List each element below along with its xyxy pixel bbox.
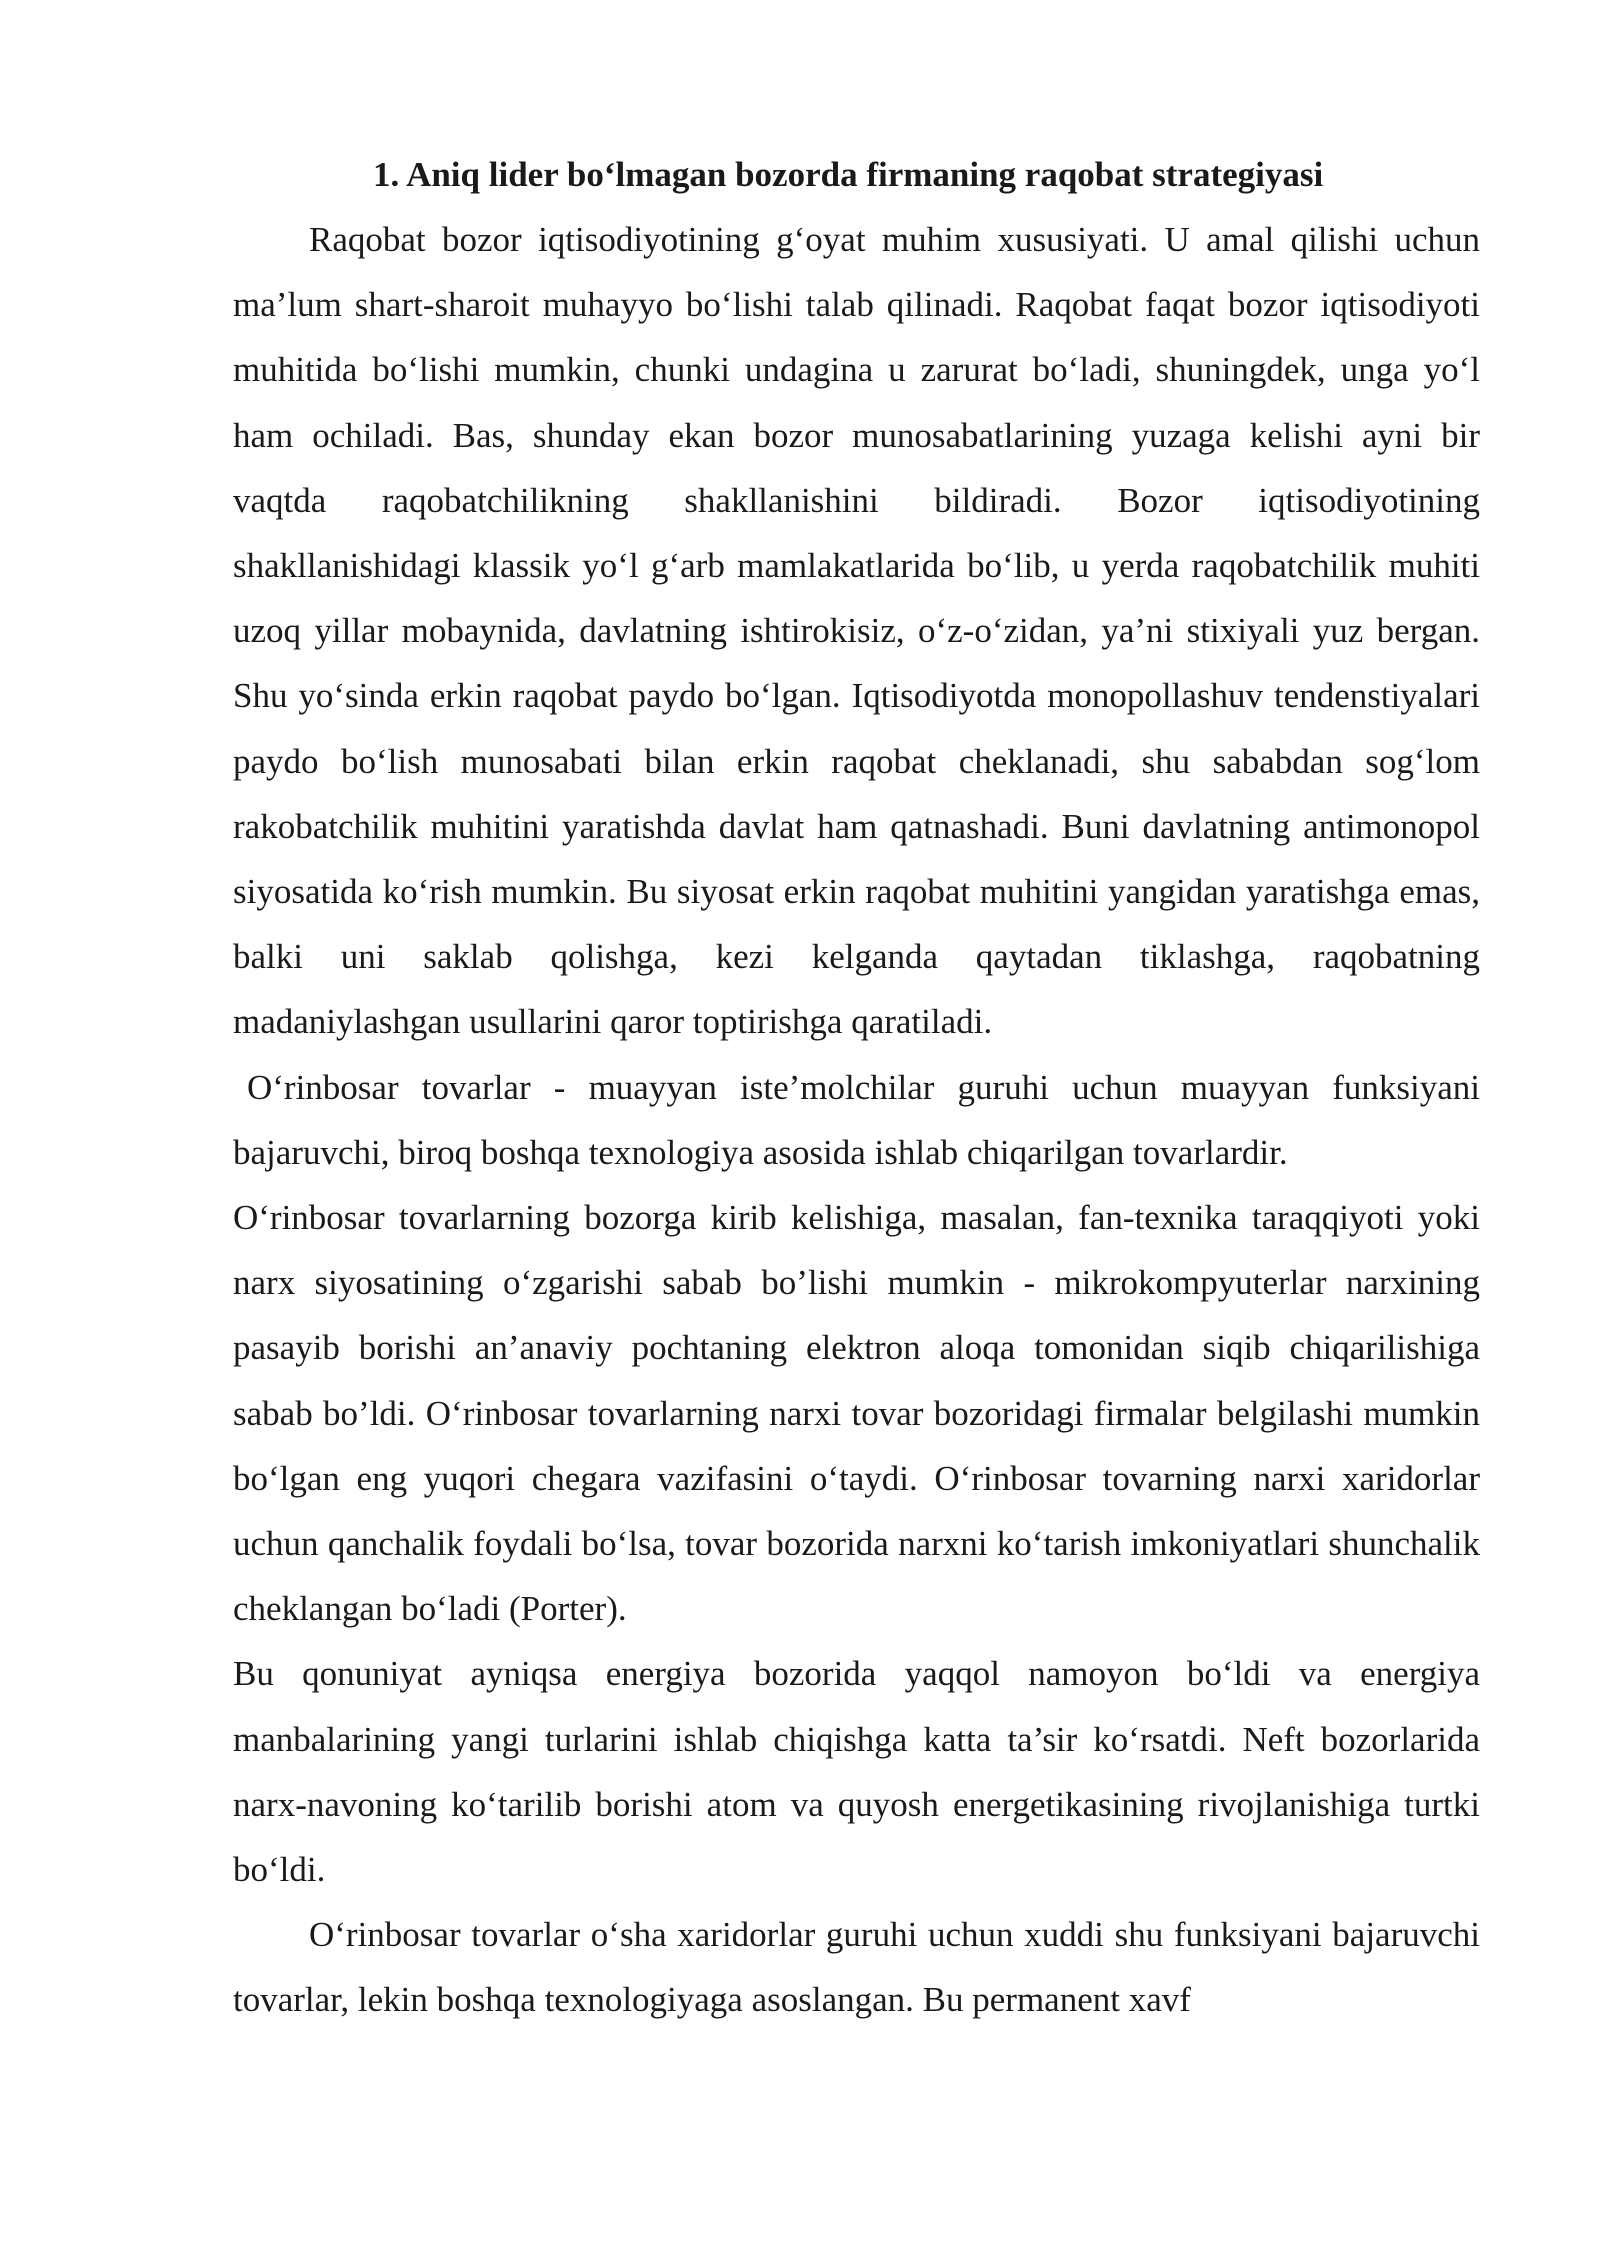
paragraph-substitute-definition: Oʻrinbosar tovarlar - muayyan iste’molchilar guruhi uchun muayyan funksiyani bajaruvchi, biroq boshqa texnologiya asosida ishlab chiqarilgan tovarlardir.	[233, 1067, 1480, 1172]
paragraph-substitute-entry: Oʻrinbosar tovarlarning bozorga kirib kelishiga, masalan, fan-texnika taraqqiyoti yoki narx siyosatining oʻzgarishi sabab bo’lishi mumkin - mikrokompyuterlar narxining pasayib borishi an’anaviy pochtaning elektron aloqa tomonidan siqib chiqarilishiga sabab bo’ldi. Oʻrinbosar tovarlarning narxi tovar bozoridagi firmalar belgilashi mumkin boʻlgan eng yuqori chegara vazifasini oʻtaydi. Oʻrinbosar tovarning narxi xaridorlar uchun qanchalik foydali boʻlsa, tovar bozorida narxni koʻtarish imkoniyatlari shunchalik cheklangan boʻladi (Porter).	[233, 1198, 1480, 1629]
paragraph-competition: Raqobat bozor iqtisodiyotining gʻoyat muhim xususiyati. U amal qilishi uchun ma’lum shart-sharoit muhayyo boʻlishi talab qilinadi. Raqobat faqat bozor iqtisodiyoti muhitida boʻlishi mumkin, chunki undagina u zarurat boʻladi, shuningdek, unga yoʻl ham ochiladi. Bas, shunday ekan bozor munosabatlarining yuzaga kelishi ayni bir vaqtda raqobatchilikning shakllanishini bildiradi. Bozor iqtisodiyotining shakllanishidagi klassik yoʻl gʻarb mamlakatlarida boʻlib, u yerda raqobatchilik muhiti uzoq yillar mobaynida, davlatning ishtirokisiz, oʻz-oʻzidan, ya’ni stixiyali yuz bergan. Shu yoʻsinda erkin raqobat paydo boʻlgan. Iqtisodiyotda monopollashuv tendenstiyalari paydo boʻlish munosabati bilan erkin raqobat cheklanadi, shu sababdan sogʻlom rakobatchilik muhitini yaratishda davlat ham qatnashadi. Buni davlatning antimonopol siyosatida koʻrish mumkin. Bu siyosat erkin raqobat muhitini yangidan yaratishga emas, balki uni saklab qolishga, kezi kelganda qaytadan tiklashga, raqobatning madaniylashgan usullarini qaror toptirishga qaratiladi.	[233, 220, 1480, 1042]
document-page	[233, 142, 1480, 2033]
paragraph-substitute-threat: Oʻrinbosar tovarlar oʻsha xaridorlar guruhi uchun xuddi shu funksiyani bajaruvchi tovarlar, lekin boshqa texnologiyaga asoslangan. Bu permanent xavf	[233, 1915, 1480, 2020]
paragraph-energy-market: Bu qonuniyat ayniqsa energiya bozorida yaqqol namoyon boʻldi va energiya manbalarining yangi turlarini ishlab chiqishga katta ta’sir koʻrsatdi. Neft bozorlarida narx-navoning koʻtarilib borishi atom va quyosh energetikasining rivojlanishiga turtki boʻldi.	[233, 1654, 1480, 1890]
section-heading: 1. Aniq lider boʻlmagan bozorda firmaning raqobat strategiyasi	[373, 155, 1324, 194]
